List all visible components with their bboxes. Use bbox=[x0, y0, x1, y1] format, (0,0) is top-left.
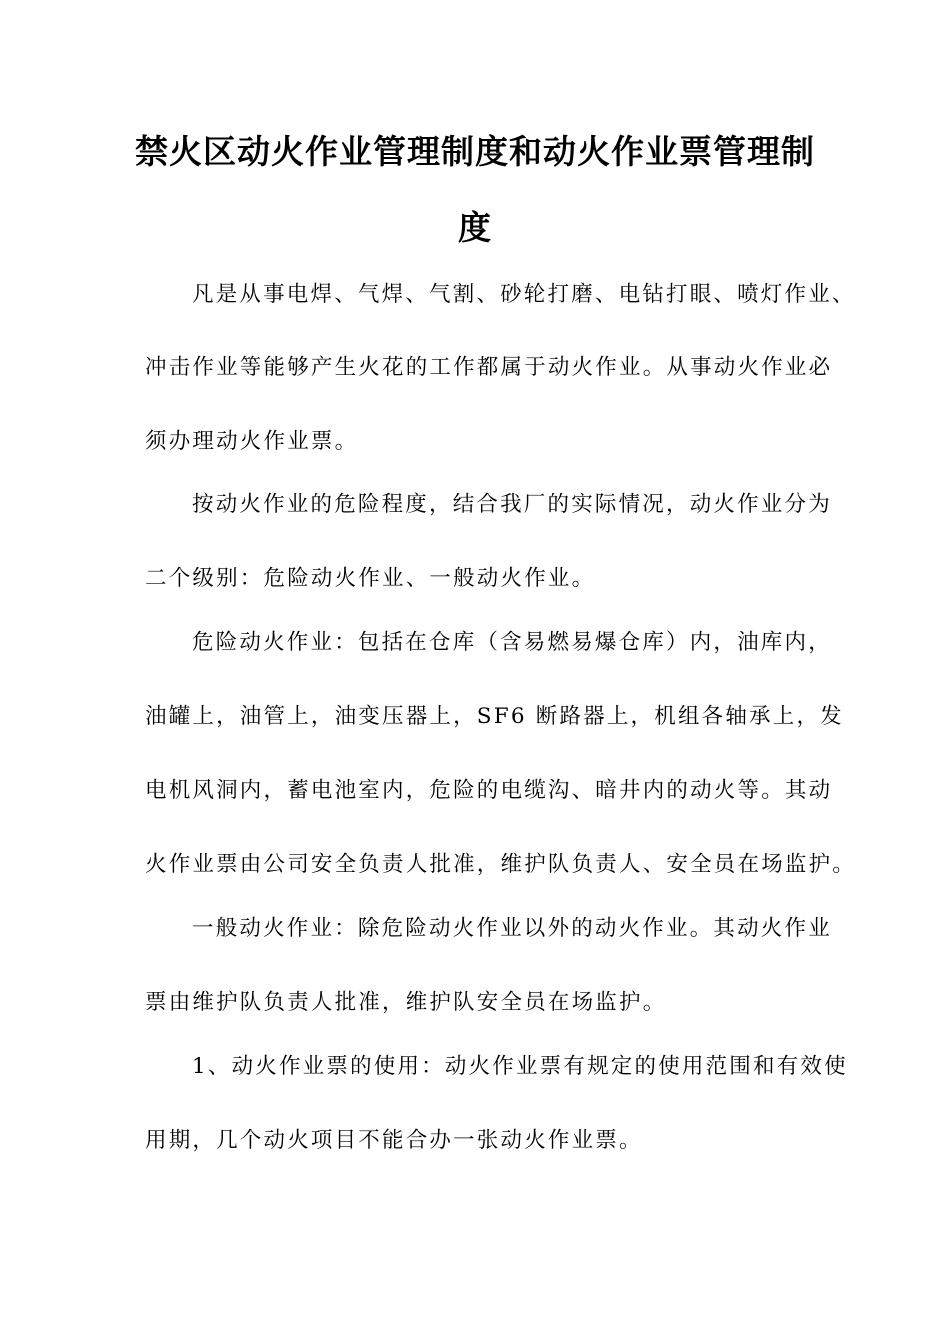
paragraph-4-line-2: 票由维护队负责人批准，维护队安全员在场监护。 bbox=[145, 990, 667, 1015]
paragraph-1-line-3: 须办理动火作业票。 bbox=[145, 429, 359, 454]
paragraph-2-line-2: 二个级别：危险动火作业、一般动火作业。 bbox=[145, 566, 596, 591]
document-title-line-1: 禁火区动火作业管理制度和动火作业票管理制 bbox=[135, 132, 815, 171]
paragraph-3-line-4: 火作业票由公司安全负责人批准，维护队负责人、安全员在场监护。 bbox=[145, 852, 857, 877]
paragraph-5-line-2: 用期，几个动火项目不能合办一张动火作业票。 bbox=[145, 1128, 643, 1153]
paragraph-4-line-1: 一般动火作业：除危险动火作业以外的动火作业。其动火作业 bbox=[192, 916, 832, 941]
paragraph-1-line-2: 冲击作业等能够产生火花的工作都属于动火作业。从事动火作业必 bbox=[145, 355, 833, 380]
document-title-line-2: 度 bbox=[458, 208, 492, 247]
paragraph-3-line-1: 危险动火作业：包括在仓库（含易燃易爆仓库）内，油库内， bbox=[192, 630, 832, 655]
paragraph-2-line-1: 按动火作业的危险程度，结合我厂的实际情况，动火作业分为 bbox=[192, 492, 832, 517]
paragraph-1-line-1: 凡是从事电焊、气焊、气割、砂轮打磨、电钻打眼、喷灯作业、 bbox=[192, 282, 856, 307]
paragraph-5-line-1: 1、动火作业票的使用：动火作业票有规定的使用范围和有效使 bbox=[192, 1054, 848, 1079]
paragraph-3-line-2: 油罐上，油管上，油变压器上，SF6 断路器上，机组各轴承上，发 bbox=[145, 704, 844, 729]
paragraph-3-line-3: 电机风洞内，蓄电池室内，危险的电缆沟、暗井内的动火等。其动 bbox=[145, 778, 833, 803]
